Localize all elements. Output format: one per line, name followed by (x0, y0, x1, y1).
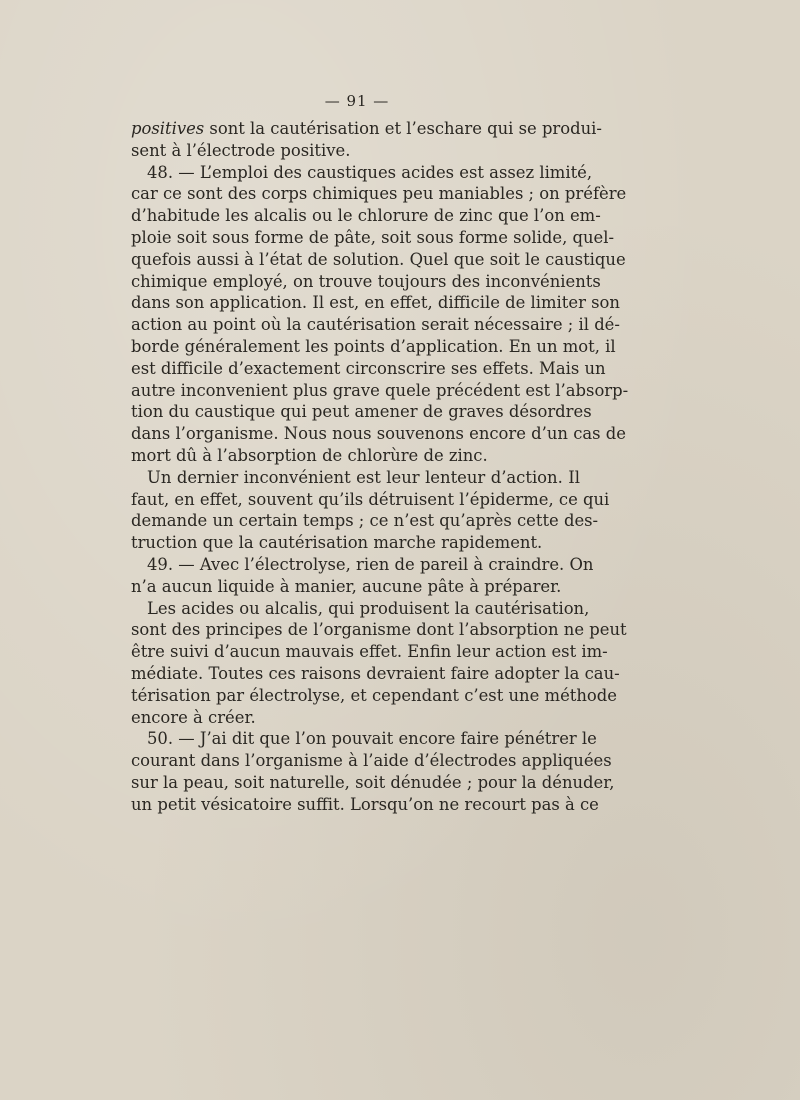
text-line: sent à l’électrode positive. (131, 140, 351, 160)
line-text: sont la cautérisation et l’eschare qui se produi- (204, 119, 602, 138)
text-line: sur la peau, soit naturelle, soit dénudée ; pour la dénuder, (131, 772, 615, 792)
text-line: chimique employé, on trouve toujours des inconvénients (131, 271, 601, 291)
paragraph-50-start: 50. — J’ai dit que l’on pouvait encore faire pénétrer le (147, 729, 597, 749)
text-line: encore à créer. (131, 707, 256, 727)
text-line: truction que la cautérisation marche rapidement. (131, 533, 543, 553)
text-line: est difficile d’exactement circonscrire ses effets. Mais un (131, 358, 606, 378)
text-line: action au point où la cautérisation serait nécessaire ; il dé- (131, 315, 620, 335)
page-number: — 91 — (324, 92, 390, 110)
text-line: être suivi d’aucun mauvais effet. Enfin leur action est im- (131, 642, 608, 662)
text-line: faut, en effet, souvent qu’ils détruisent l’épiderme, ce qui (131, 489, 610, 509)
page-body-text (131, 118, 629, 816)
text-line: térisation par électrolyse, et cependant c’est une méthode (131, 685, 617, 705)
text-line: n’a aucun liquide à manier, aucune pâte à préparer. (131, 576, 562, 596)
text-line: car ce sont des corps chimiques peu maniables ; on préfère (131, 184, 627, 204)
paragraph-start: Un dernier inconvénient est leur lenteur d’action. Il (147, 467, 580, 487)
text-line: quefois aussi à l’état de solution. Quel que soit le caustique (131, 249, 626, 269)
text-line: d’habitude les alcalis ou le chlorure de zinc que l’on em- (131, 206, 601, 226)
text-line: ploie soit sous forme de pâte, soit sous forme solide, quel- (131, 227, 615, 247)
text-line: courant dans l’organisme à l’aide d’électrodes appliquées (131, 751, 612, 771)
text-line: dans l’organisme. Nous nous souvenons encore d’un cas de (131, 424, 626, 444)
text-line (131, 118, 602, 140)
text-line: un petit vésicatoire suffit. Lorsqu’on ne recourt pas à ce (131, 794, 599, 814)
text-line: tion du caustique qui peut amener de graves désordres (131, 402, 592, 422)
text-line: demande un certain temps ; ce n’est qu’après cette des- (131, 511, 599, 531)
text-line: dans son application. Il est, en effet, difficile de limiter son (131, 293, 620, 313)
text-line: mort dû à l’absorption de chlorùre de zinc. (131, 445, 488, 465)
paragraph-start: Les acides ou alcalis, qui produisent la cautérisation, (147, 598, 590, 618)
text-line: autre inconvenient plus grave quele précédent est l’absorp- (131, 380, 629, 400)
paragraph-48-start: 48. — L’emploi des caustiques acides est assez limité, (147, 162, 593, 182)
italic-word: positives (131, 119, 205, 138)
text-line: borde généralement les points d’application. En un mot, il (131, 336, 616, 356)
text-line: sont des principes de l’organisme dont l’absorption ne peut (131, 620, 627, 640)
text-line: médiate. Toutes ces raisons devraient faire adopter la cau- (131, 663, 620, 683)
paragraph-49-start: 49. — Avec l’électrolyse, rien de pareil à craindre. On (147, 554, 594, 574)
